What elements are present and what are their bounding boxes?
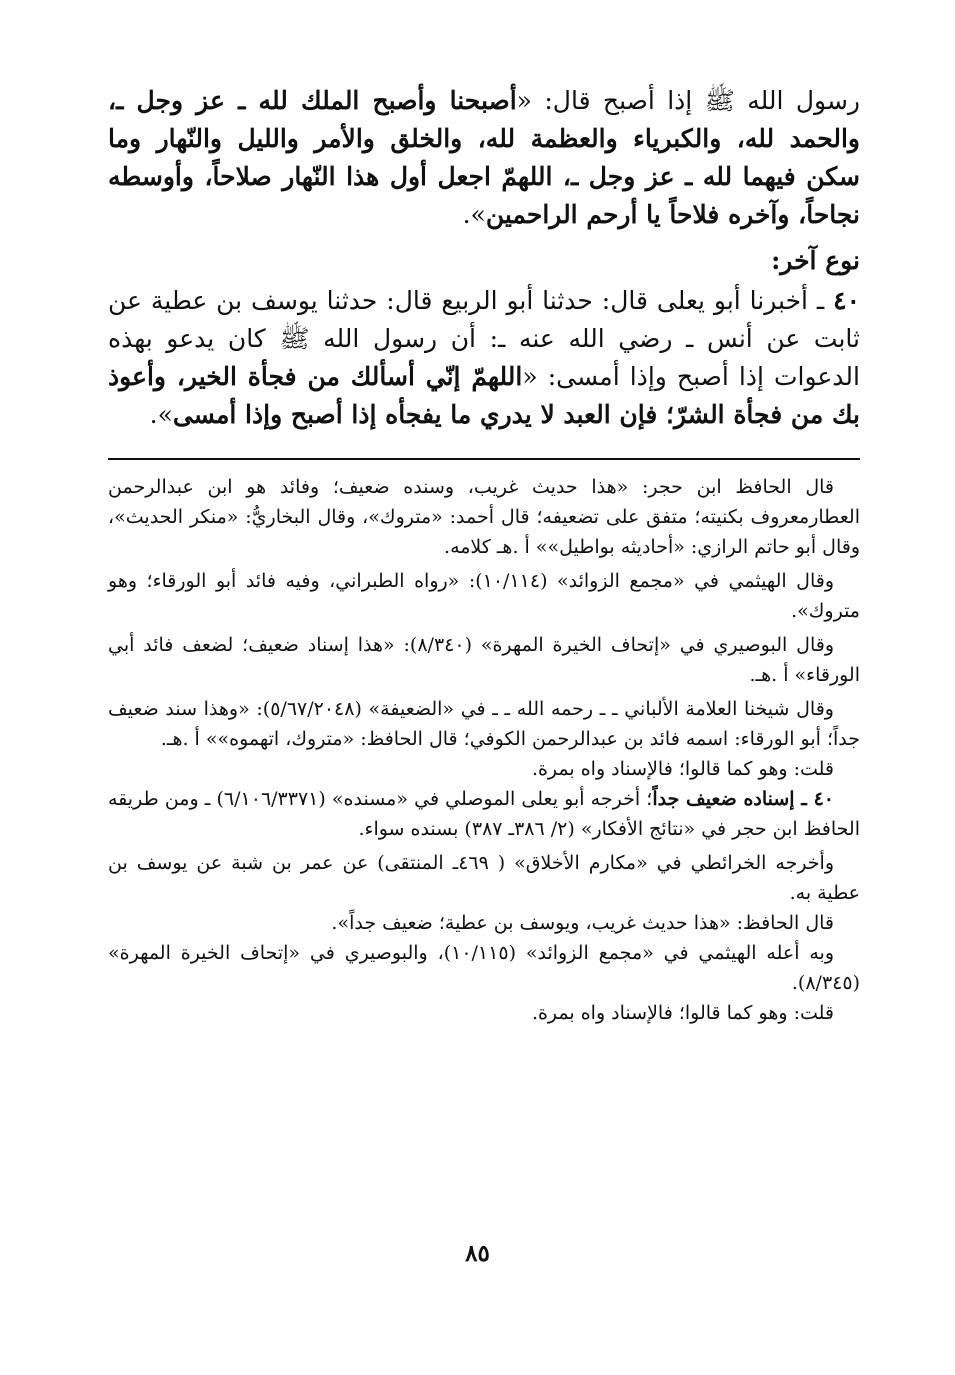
footnote-paragraph xyxy=(108,694,860,754)
bold-text: ٤٠ xyxy=(833,286,860,315)
text-run: ـ أخبرنا أبو يعلى قال: حدثنا أبو الربيع قال: حدثنا يوسف بن عطية عن ثابت عن أنس ـ رضي الله عنه ـ: أن رسول الله ﷺ كان يدعو بهذه الدعوات إذا أصبح وإذا أمسى: « xyxy=(108,286,860,391)
text-run: قال الحافظ ابن حجر: «هذا حديث غريب، وسنده ضعيف؛ وفائد هو ابن عبدالرحمن العطارمعروف بكنيته؛ متفق على تضعيفه؛ قال أحمد: «متروك»، وقال البخاريُّ: «منكر الحديث»، وقال أبو حاتم الرازي: «أحاديثه بواطيل»» أ .هـ كلامه. xyxy=(108,476,860,559)
hadith-paragraph-1 xyxy=(108,82,860,234)
text-run: وقال الهيثمي في «مجمع الزوائد» (١٠/١١٤): «رواه الطبراني، وفيه فائد أبو الورقاء؛ وهو متروك». xyxy=(108,570,860,623)
footnote-paragraph xyxy=(108,472,860,562)
main-text xyxy=(108,82,860,434)
text-run: قلت: وهو كما قالوا؛ فالإسناد واه بمرة. xyxy=(531,1002,834,1025)
footnote-paragraph xyxy=(108,998,860,1028)
bold-text: أصبحنا وأصبح الملك لله ـ عز وجل ـ، والحمد لله، والكبرياء والعظمة لله، والخلق والأمر والليل والنّهار وما سكن فيهما لله ـ عز وجل ـ، اللهمّ اجعل أول هذا النّهار صلاحاً، وأوسطه نجاحاً، وآخره فلاحاً يا أرحم الراحمين xyxy=(108,86,860,229)
footnote-paragraph xyxy=(108,848,860,908)
text-run: قال الحافظ: «هذا حديث غريب، ويوسف بن عطية؛ ضعيف جداً». xyxy=(331,912,834,935)
footnotes xyxy=(108,472,860,1028)
footnote-paragraph xyxy=(108,754,860,784)
text-run: ؛ أخرجه أبو يعلى الموصلي في «مسنده» (٦/١٠٦/٣٣٧١) ـ ومن طريقه الحافظ ابن حجر في «نتائج الأفكار» (٢/ ٣٨٦ـ ٣٨٧) بسنده سواء. xyxy=(108,788,860,841)
page-number: ٨٥ xyxy=(465,1240,490,1267)
hadith-paragraph-40 xyxy=(108,282,860,434)
text-run: رسول الله ﷺ إذا أصبح قال: « xyxy=(516,86,860,115)
footnote-paragraph xyxy=(108,630,860,690)
text-run: وأخرجه الخرائطي في «مكارم الأخلاق» ( ٤٦٩ـ المنتقى) عن عمر بن شبة عن يوسف بن عطية به. xyxy=(108,852,860,905)
text-run: وبه أعله الهيثمي في «مجمع الزوائد» (١٠/١١٥)، والبوصيري في «إتحاف الخيرة المهرة» (٨/٣٤٥). xyxy=(108,942,860,995)
text-run: ». xyxy=(149,400,173,429)
text-run: وقال شيخنا العلامة الألباني ـ ـ رحمه الله ـ ـ في «الضعيفة» (٥/٦٧/٢٠٤٨): «وهذا سند ضعيف جداً؛ أبو الورقاء: اسمه فائد بن عبدالرحمن الكوفي؛ قال الحافظ: «متروك، اتهموه»» أ .هـ. xyxy=(108,698,860,751)
bold-text: اللهمّ إنّي أسألك من فجأة الخير، وأعوذ بك من فجأة الشرّ؛ فإن العبد لا يدري ما يفجأه إذا أصبح وإذا أمسى xyxy=(108,362,860,429)
book-page xyxy=(108,82,860,1028)
footnote-paragraph xyxy=(108,566,860,626)
bold-text: ٤٠ ـ إسناده ضعيف جداً xyxy=(652,788,835,811)
text-run: ». xyxy=(462,200,486,229)
footnote-paragraph xyxy=(108,784,860,844)
footnote-separator xyxy=(108,458,860,460)
text-run: وقال البوصيري في «إتحاف الخيرة المهرة» (٨/٣٤٠): «هذا إسناد ضعيف؛ لضعف فائد أبي الورقاء» أ .هـ. xyxy=(108,634,860,687)
footnote-paragraph xyxy=(108,908,860,938)
section-heading: نوع آخر: xyxy=(771,246,860,275)
footnote-paragraph xyxy=(108,938,860,998)
text-run: قلت: وهو كما قالوا؛ فالإسناد واه بمرة. xyxy=(531,758,834,781)
